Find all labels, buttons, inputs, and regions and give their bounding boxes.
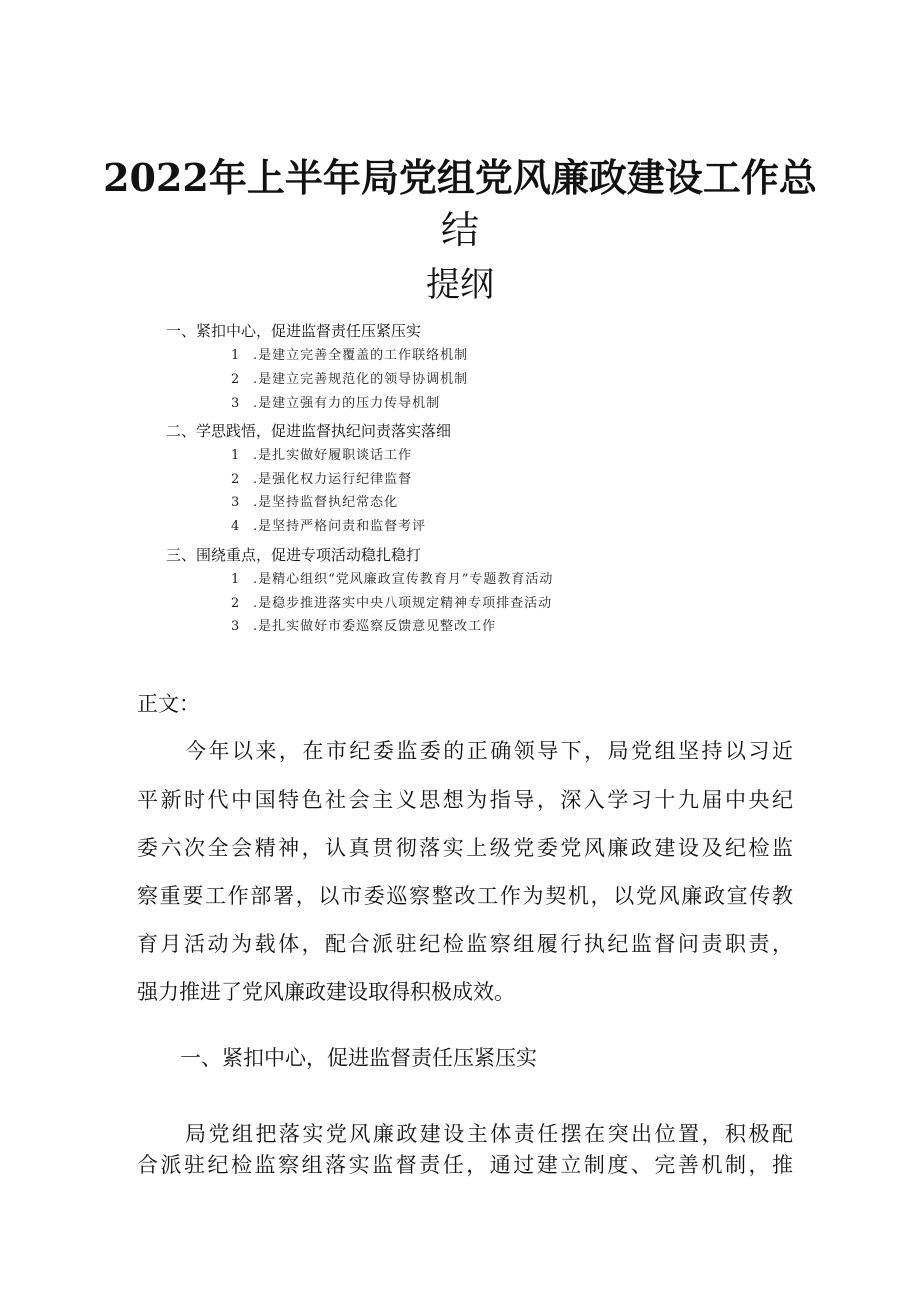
outline-item bbox=[231, 618, 496, 636]
outline-heading-2: 二、学思践悟，促进监督执纪问责落实落细 bbox=[166, 422, 452, 440]
paragraph-line: 今年以来，在市纪委监委的正确领导下，局党组坚持以习近 bbox=[185, 739, 793, 763]
outline-title: 提纲 bbox=[426, 265, 494, 305]
outline-item bbox=[231, 494, 398, 512]
outline-item bbox=[231, 447, 412, 465]
document-title-line-1: 2022年上半年局党组党风廉政建设工作总 bbox=[103, 155, 817, 200]
outline-item-number: 1 bbox=[231, 348, 241, 363]
outline-item bbox=[231, 395, 440, 413]
outline-item-number: 3 bbox=[231, 619, 241, 634]
body-label: 正文： bbox=[137, 692, 200, 716]
outline-item-number: 4 bbox=[231, 519, 241, 534]
outline-item-number: 2 bbox=[231, 472, 241, 487]
outline-item-number: 3 bbox=[231, 396, 241, 411]
outline-item-text: .是建立强有力的压力传导机制 bbox=[253, 396, 441, 411]
outline-item-number: 2 bbox=[231, 372, 241, 387]
outline-item bbox=[231, 595, 552, 613]
section-heading: 一、紧扣中心，促进监督责任压紧压实 bbox=[180, 1046, 537, 1070]
paragraph-line: 合派驻纪检监察组落实监督责任，通过建立制度、完善机制，推 bbox=[137, 1153, 793, 1177]
outline-item bbox=[231, 347, 468, 365]
paragraph-line: 局党组把落实党风廉政建设主体责任摆在突出位置，积极配 bbox=[185, 1122, 793, 1146]
outline-heading-3: 三、围绕重点，促进专项活动稳扎稳打 bbox=[166, 546, 422, 564]
outline-item bbox=[231, 518, 426, 536]
outline-item-text: .是坚持严格问责和监督考评 bbox=[253, 519, 427, 534]
outline-item-number: 2 bbox=[231, 596, 241, 611]
outline-item bbox=[231, 371, 468, 389]
outline-item-text: .是扎实做好市委巡察反馈意见整改工作 bbox=[253, 619, 497, 634]
outline-item bbox=[231, 471, 412, 489]
outline-item-text: .是精心组织“党风廉政宣传教育月”专题教育活动 bbox=[253, 572, 554, 587]
outline-item-text: .是建立完善规范化的领导协调机制 bbox=[253, 372, 469, 387]
paragraph-line: 察重要工作部署，以市委巡察整改工作为契机，以党风廉政宣传教 bbox=[137, 884, 793, 908]
document-title-line-2: 结 bbox=[440, 208, 479, 252]
paragraph-line: 育月活动为载体，配合派驻纪检监察组履行执纪监督问责职责， bbox=[137, 932, 793, 956]
outline-item-number: 3 bbox=[231, 495, 241, 510]
outline-item-number: 1 bbox=[231, 572, 241, 587]
outline-item-number: 1 bbox=[231, 448, 241, 463]
outline-item-text: .是扎实做好履职谈话工作 bbox=[253, 448, 413, 463]
outline-item-text: .是强化权力运行纪律监督 bbox=[253, 472, 413, 487]
paragraph-line: 平新时代中国特色社会主义思想为指导，深入学习十九届中央纪 bbox=[137, 788, 793, 812]
paragraph-line: 强力推进了党风廉政建设取得积极成效。 bbox=[137, 980, 515, 1004]
paragraph-line: 委六次全会精神，认真贯彻落实上级党委党风廉政建设及纪检监 bbox=[137, 836, 793, 860]
outline-item bbox=[231, 571, 553, 589]
outline-item-text: .是坚持监督执纪常态化 bbox=[253, 495, 399, 510]
outline-item-text: .是稳步推进落实中央八项规定精神专项排查活动 bbox=[253, 596, 553, 611]
outline-item-text: .是建立完善全覆盖的工作联络机制 bbox=[253, 348, 469, 363]
outline-heading-1: 一、紧扣中心，促进监督责任压紧压实 bbox=[166, 322, 422, 340]
